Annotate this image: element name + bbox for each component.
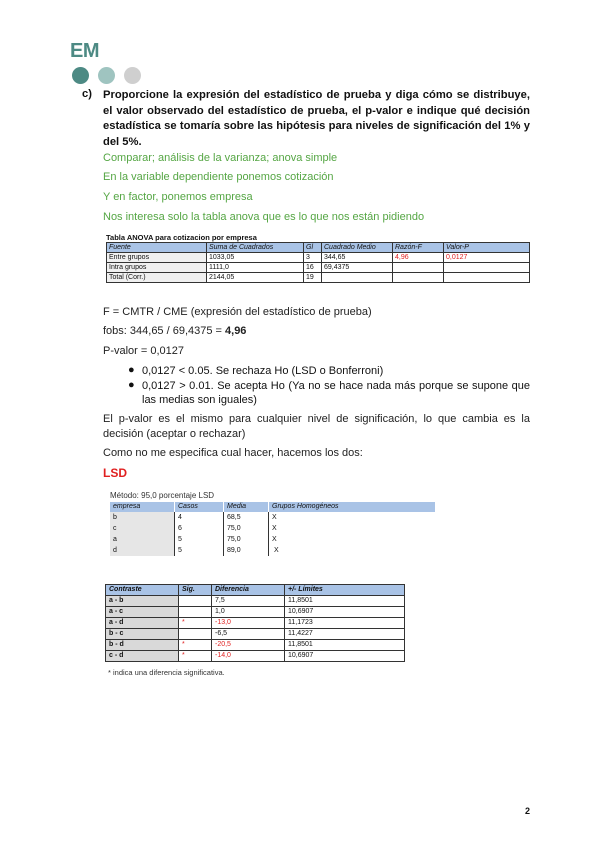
groups-header: empresa <box>110 502 175 512</box>
contrast-cell: a - b <box>106 596 179 607</box>
paragraph-pvalue: El p-valor es el mismo para cualquier nivel de significación, lo que cambia es la decisión (aceptar o rechazar) <box>103 413 530 440</box>
anova-cell: 69,4375 <box>322 263 393 273</box>
anova-table <box>106 242 530 283</box>
homogeneous-groups-table <box>110 502 436 556</box>
anova-cell: 4,96 <box>393 253 444 263</box>
anova-cell: 344,65 <box>322 253 393 263</box>
contrast-row <box>106 629 405 640</box>
groups-cell: c <box>110 523 175 534</box>
groups-cell: 5 <box>175 534 224 545</box>
contrast-cell: a - c <box>106 607 179 618</box>
bullet-text: 0,0127 > 0.01. Se acepta Ho (Ya no se hace nada más porque se supone que las medias son iguales) <box>142 380 530 406</box>
fobs-value: 4,96 <box>225 325 247 337</box>
contrast-cell <box>179 607 212 618</box>
groups-cell: 4 <box>175 512 224 523</box>
fobs-prefix: fobs: 344,65 / 69,4375 = <box>103 325 226 337</box>
groups-cell: X <box>272 525 277 532</box>
groups-header-row <box>110 502 436 512</box>
anova-cell: 3 <box>304 253 322 263</box>
note-1: Comparar; análisis de la varianza; anova simple <box>103 152 338 164</box>
contrast-table-wrapper <box>105 584 405 662</box>
contrast-cell <box>179 596 212 607</box>
note-4: Nos interesa solo la tabla anova que es lo que nos están pidiendo <box>103 211 425 223</box>
anova-header: Razón-F <box>393 243 444 253</box>
anova-header: Suma de Cuadrados <box>207 243 304 253</box>
contrast-cell: 11,8501 <box>285 596 405 607</box>
contrast-row <box>106 618 405 629</box>
groups-cell: 75,0 <box>224 534 269 545</box>
contrast-cell: 10,6907 <box>285 651 405 662</box>
anova-cell: 2144,05 <box>207 273 304 283</box>
anova-cell: Entre grupos <box>107 253 207 263</box>
p-value-line: P-valor = 0,0127 <box>103 345 185 357</box>
logo-dot-2 <box>98 67 115 84</box>
groups-header: Media <box>224 502 269 512</box>
groups-header: Grupos Homogéneos <box>269 502 436 512</box>
anova-cell: 19 <box>304 273 322 283</box>
lsd-method: Método: 95,0 porcentaje LSD <box>110 491 215 500</box>
bullet-text: 0,0127 < 0.05. Se rechaza Ho (LSD o Bonferroni) <box>142 365 384 377</box>
anova-header: Gl <box>304 243 322 253</box>
contrast-cell: * <box>179 651 212 662</box>
groups-cell: X <box>272 514 277 521</box>
groups-header: Casos <box>175 502 224 512</box>
lsd-title: LSD <box>103 466 127 480</box>
groups-row <box>110 512 436 523</box>
contrast-header-row <box>106 585 405 596</box>
groups-row <box>110 534 436 545</box>
bullet-dot-icon: ● <box>128 379 135 391</box>
contrast-cell: b - d <box>106 640 179 651</box>
anova-cell <box>393 263 444 273</box>
groups-cell: 6 <box>175 523 224 534</box>
fobs-line <box>103 325 246 337</box>
bullet-dot-icon: ● <box>128 364 135 376</box>
groups-cell: X <box>272 536 277 543</box>
anova-title: Tabla ANOVA para cotizacion por empresa <box>106 233 257 242</box>
groups-row <box>110 523 436 534</box>
contrast-cell: -13,0 <box>212 618 285 629</box>
groups-cell: d <box>110 545 175 556</box>
groups-cell: X <box>272 547 279 554</box>
anova-cell: 1033,05 <box>207 253 304 263</box>
contrast-cell: * <box>179 640 212 651</box>
contrast-cell: 10,6907 <box>285 607 405 618</box>
contrast-row <box>106 651 405 662</box>
contrast-cell: 7,5 <box>212 596 285 607</box>
contrast-cell: 11,1723 <box>285 618 405 629</box>
anova-row <box>107 263 530 273</box>
contrast-cell: * <box>179 618 212 629</box>
note-2: En la variable dependiente ponemos cotización <box>103 171 334 183</box>
groups-row <box>110 545 436 556</box>
anova-cell <box>444 273 530 283</box>
paragraph-both: Como no me especifica cual hacer, hacemos los dos: <box>103 447 363 459</box>
f-expression: F = CMTR / CME (expresión del estadístico de prueba) <box>103 306 372 318</box>
groups-cell: b <box>110 512 175 523</box>
anova-cell <box>393 273 444 283</box>
contrast-row <box>106 607 405 618</box>
contrast-cell: -14,0 <box>212 651 285 662</box>
logo-dot-3 <box>124 67 141 84</box>
contrast-row <box>106 596 405 607</box>
anova-header: Fuente <box>107 243 207 253</box>
anova-header: Cuadrado Medio <box>322 243 393 253</box>
note-3: Y en factor, ponemos empresa <box>103 191 253 203</box>
anova-row <box>107 253 530 263</box>
contrast-table <box>105 584 405 662</box>
anova-header: Valor-P <box>444 243 530 253</box>
anova-cell <box>322 273 393 283</box>
anova-cell: 1111,0 <box>207 263 304 273</box>
anova-cell: Intra grupos <box>107 263 207 273</box>
groups-cell: 68,5 <box>224 512 269 523</box>
contrast-cell: c - d <box>106 651 179 662</box>
contrast-header: Diferencia <box>212 585 285 596</box>
question-letter: c) <box>82 88 92 100</box>
groups-cell: a <box>110 534 175 545</box>
anova-cell: Total (Corr.) <box>107 273 207 283</box>
anova-cell <box>444 263 530 273</box>
contrast-row <box>106 640 405 651</box>
contrast-cell: 1,0 <box>212 607 285 618</box>
question-text: Proporcione la expresión del estadístico de prueba y diga cómo se distribuye, el valor observado del estadístico de prueba, el p-valor e indique qué decisión estadística se tomaría sobre las hipótesis para niveles de significación del 1% y del 5%. <box>103 89 530 148</box>
groups-cell: 89,0 <box>224 545 269 556</box>
contrast-header: Sig. <box>179 585 212 596</box>
logo: EM <box>70 40 99 62</box>
contrast-cell: -6,5 <box>212 629 285 640</box>
contrast-cell: a - d <box>106 618 179 629</box>
anova-cell: 16 <box>304 263 322 273</box>
anova-cell: 0,0127 <box>444 253 530 263</box>
contrast-header: +/- Límites <box>285 585 405 596</box>
logo-dot-1 <box>72 67 89 84</box>
groups-cell: 5 <box>175 545 224 556</box>
significance-note: * indica una diferencia significativa. <box>108 668 225 677</box>
groups-cell: 75,0 <box>224 523 269 534</box>
anova-row <box>107 273 530 283</box>
contrast-cell: b - c <box>106 629 179 640</box>
anova-header-row <box>107 243 530 253</box>
contrast-cell <box>179 629 212 640</box>
contrast-cell: 11,4227 <box>285 629 405 640</box>
contrast-cell: 11,8501 <box>285 640 405 651</box>
contrast-header: Contraste <box>106 585 179 596</box>
contrast-cell: -20,5 <box>212 640 285 651</box>
page-number: 2 <box>525 806 531 816</box>
